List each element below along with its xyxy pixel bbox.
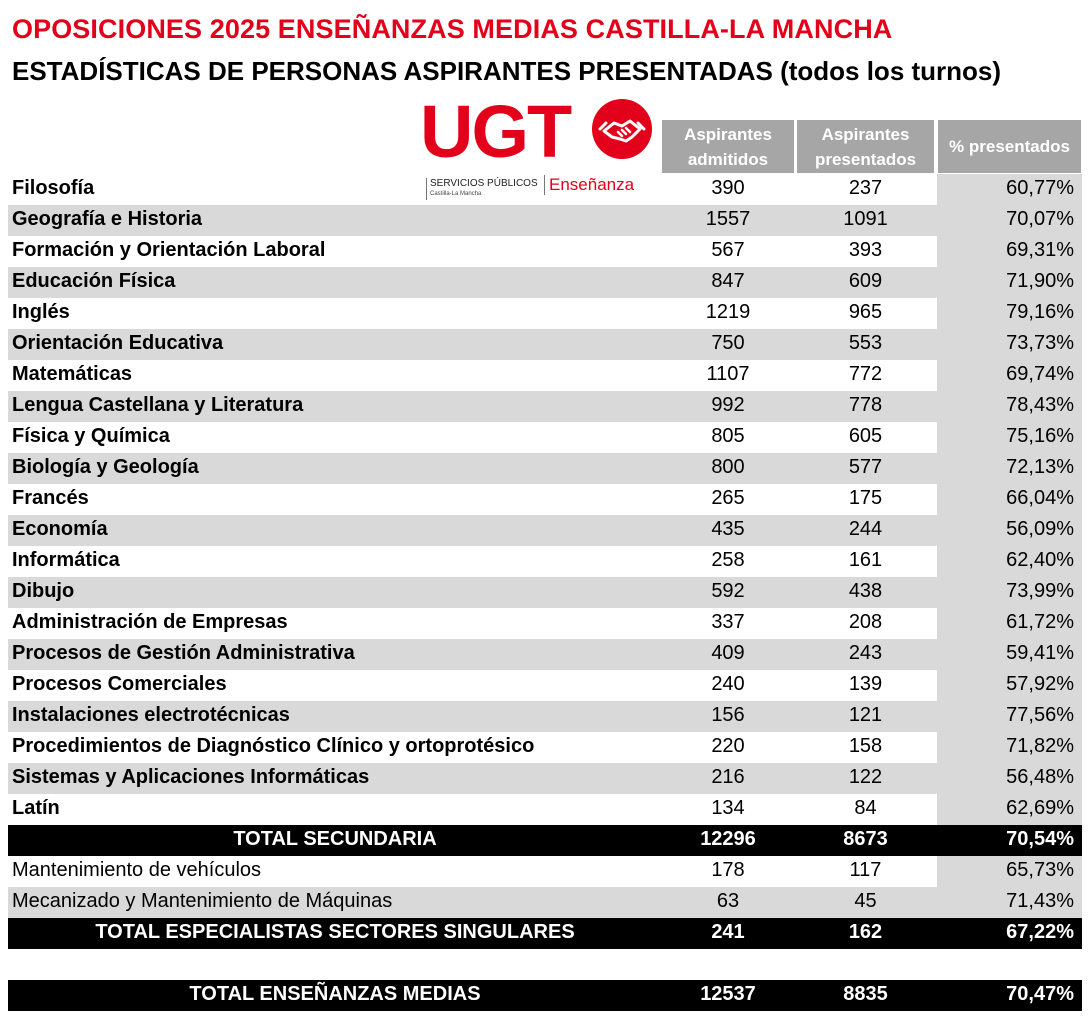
row-percent: 61,72% — [1006, 611, 1074, 633]
row-admitted: 592 — [711, 580, 745, 602]
row-presented: 122 — [848, 766, 883, 788]
row-name: Procedimientos de Diagnóstico Clínico y ortoprotésico — [12, 735, 535, 757]
row-presented: 605 — [848, 425, 883, 447]
row-admitted: 12537 — [700, 983, 756, 1005]
row-admitted: 156 — [711, 704, 745, 726]
handshake-icon — [592, 99, 652, 159]
row-admitted: 337 — [711, 611, 745, 633]
table-row — [8, 701, 1082, 732]
row-name: Inglés — [12, 301, 70, 323]
row-percent: 57,92% — [1006, 673, 1074, 695]
total-row — [8, 918, 1082, 949]
row-admitted: 1557 — [705, 208, 751, 230]
row-name: Administración de Empresas — [12, 611, 288, 633]
row-presented: 162 — [848, 921, 883, 943]
row-presented: 577 — [848, 456, 883, 478]
row-presented: 237 — [848, 177, 883, 199]
row-percent: 69,74% — [1006, 363, 1074, 385]
row-percent: 75,16% — [1006, 425, 1074, 447]
row-percent: 66,04% — [1006, 487, 1074, 509]
row-percent: 62,40% — [1006, 549, 1074, 571]
row-name: Biología y Geología — [12, 456, 199, 478]
row-name: Lengua Castellana y Literatura — [12, 394, 304, 416]
row-presented: 8835 — [843, 983, 888, 1005]
row-name: Procesos Comerciales — [12, 673, 227, 695]
header-presented-line1: Aspirantes — [821, 124, 910, 144]
row-presented: 158 — [848, 735, 883, 757]
row-presented: 393 — [848, 239, 883, 261]
header-percent — [938, 120, 1081, 173]
row-admitted: 390 — [711, 177, 745, 199]
row-admitted: 1219 — [705, 301, 751, 323]
table-row — [8, 856, 1082, 887]
header-admitted-line1: Aspirantes — [684, 124, 772, 144]
table-row — [8, 794, 1082, 825]
row-presented: 45 — [854, 890, 877, 912]
row-admitted: 1107 — [706, 363, 750, 385]
row-presented: 244 — [848, 518, 883, 540]
logo-section: Enseñanza — [544, 175, 634, 195]
row-name: Sistemas y Aplicaciones Informáticas — [12, 766, 370, 788]
table-row — [8, 267, 1082, 298]
row-admitted: 240 — [711, 673, 745, 695]
row-admitted: 750 — [711, 332, 745, 354]
table-row — [8, 546, 1082, 577]
row-admitted: 220 — [711, 735, 745, 757]
row-name: Matemáticas — [12, 363, 133, 385]
table-row — [8, 515, 1082, 546]
header-percent-label: % presentados — [949, 137, 1070, 156]
row-percent: 60,77% — [1006, 177, 1074, 199]
header-admitted-line2: admitidos — [687, 149, 769, 169]
row-admitted: 567 — [711, 239, 745, 261]
row-percent: 70,47% — [1006, 983, 1074, 1005]
row-percent: 71,90% — [1006, 270, 1074, 292]
row-presented: 117 — [849, 859, 882, 881]
table-row — [8, 422, 1082, 453]
row-percent: 73,73% — [1006, 332, 1074, 354]
row-name: Informática — [12, 549, 120, 571]
row-admitted: 265 — [711, 487, 745, 509]
row-admitted: 178 — [711, 859, 745, 881]
row-admitted: 241 — [711, 921, 745, 943]
row-name: TOTAL ESPECIALISTAS SECTORES SINGULARES — [95, 921, 575, 943]
row-percent: 78,43% — [1006, 394, 1074, 416]
row-admitted: 800 — [711, 456, 745, 478]
table-row — [8, 360, 1082, 391]
table-row — [8, 329, 1082, 360]
row-admitted: 12296 — [700, 828, 756, 850]
row-name: Física y Química — [12, 425, 170, 447]
row-percent: 56,48% — [1006, 766, 1074, 788]
table-row — [8, 732, 1082, 763]
row-admitted: 992 — [711, 394, 745, 416]
row-name: Francés — [12, 487, 89, 509]
row-presented: 438 — [848, 580, 883, 602]
row-presented: 553 — [848, 332, 883, 354]
header-presented-line2: presentados — [814, 149, 917, 169]
row-admitted: 258 — [711, 549, 745, 571]
row-name: Educación Física — [12, 270, 176, 292]
row-presented: 175 — [848, 487, 883, 509]
header-admitted — [662, 120, 794, 173]
row-presented: 121 — [848, 704, 883, 726]
row-presented: 772 — [848, 363, 883, 385]
row-presented: 965 — [848, 301, 883, 323]
row-percent: 72,13% — [1006, 456, 1074, 478]
row-presented: 161 — [848, 549, 883, 571]
row-name: Latín — [12, 797, 60, 819]
table-row — [8, 453, 1082, 484]
row-percent: 71,82% — [1006, 735, 1074, 757]
row-presented: 84 — [854, 797, 877, 819]
page-title: OPOSICIONES 2025 ENSEÑANZAS MEDIAS CASTILLA-LA MANCHA — [12, 14, 893, 44]
row-presented: 243 — [848, 642, 883, 664]
row-percent: 69,31% — [1006, 239, 1074, 261]
row-name: Geografía e Historia — [12, 208, 203, 230]
row-presented: 1091 — [843, 208, 888, 230]
row-presented: 8673 — [843, 828, 888, 850]
row-percent: 67,22% — [1006, 921, 1074, 943]
total-row — [8, 980, 1082, 1011]
row-name: Mantenimiento de vehículos — [12, 859, 262, 881]
table-row — [8, 205, 1082, 236]
table-row — [8, 608, 1082, 639]
row-admitted: 63 — [716, 890, 740, 912]
table-row — [8, 298, 1082, 329]
row-admitted: 134 — [711, 797, 745, 819]
row-name: Dibujo — [12, 580, 75, 602]
row-percent: 56,09% — [1006, 518, 1074, 540]
row-percent: 62,69% — [1006, 797, 1074, 819]
row-percent: 70,07% — [1006, 208, 1074, 230]
logo-text: UGT — [420, 90, 571, 173]
row-name: TOTAL ENSEÑANZAS MEDIAS — [189, 983, 481, 1005]
row-admitted: 847 — [711, 270, 745, 292]
row-percent: 65,73% — [1006, 859, 1074, 881]
table-row — [8, 174, 1082, 205]
row-percent: 79,16% — [1006, 301, 1074, 323]
row-percent: 59,41% — [1006, 642, 1074, 664]
table-row — [8, 639, 1082, 670]
logo-subtitle-main: SERVICIOS PÚBLICOS — [430, 178, 538, 189]
row-admitted: 216 — [711, 766, 745, 788]
row-name: Filosofía — [12, 177, 95, 199]
table-row — [8, 763, 1082, 794]
row-presented: 208 — [848, 611, 883, 633]
total-row — [8, 825, 1082, 856]
row-admitted: 805 — [711, 425, 745, 447]
header-presented — [797, 120, 934, 173]
row-name: Mecanizado y Mantenimiento de Máquinas — [12, 890, 393, 912]
row-admitted: 435 — [711, 518, 745, 540]
table-row — [8, 236, 1082, 267]
row-percent: 71,43% — [1006, 890, 1074, 912]
logo-subtitle-region: Castilla-La Mancha — [430, 191, 482, 197]
table-row — [8, 484, 1082, 515]
table-row — [8, 577, 1082, 608]
row-presented: 139 — [848, 673, 883, 695]
table-row — [8, 670, 1082, 701]
row-admitted: 409 — [711, 642, 745, 664]
row-name: TOTAL SECUNDARIA — [233, 828, 437, 850]
row-percent: 70,54% — [1006, 828, 1074, 850]
row-percent: 77,56% — [1006, 704, 1074, 726]
table-row — [8, 887, 1082, 918]
row-name: Economía — [12, 518, 108, 540]
row-name: Formación y Orientación Laboral — [12, 239, 326, 261]
row-presented: 778 — [848, 394, 883, 416]
table-row — [8, 391, 1082, 422]
row-percent: 73,99% — [1006, 580, 1074, 602]
page-subtitle: ESTADÍSTICAS DE PERSONAS ASPIRANTES PRESENTADAS (todos los turnos) — [12, 56, 1002, 86]
row-name: Orientación Educativa — [12, 332, 224, 354]
row-name: Instalaciones electrotécnicas — [12, 704, 290, 726]
row-name: Procesos de Gestión Administrativa — [12, 642, 355, 664]
row-presented: 609 — [848, 270, 883, 292]
